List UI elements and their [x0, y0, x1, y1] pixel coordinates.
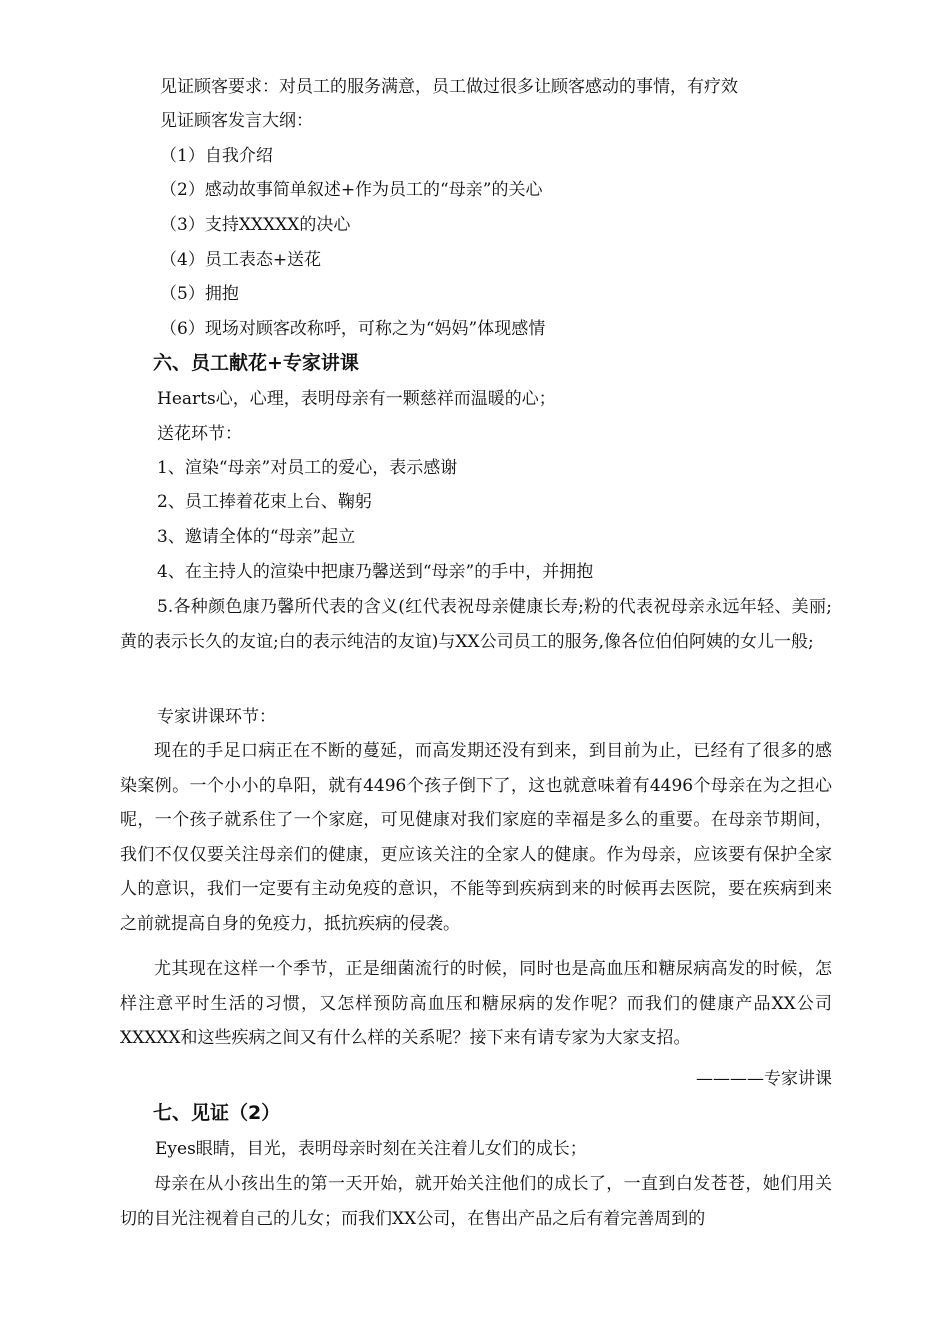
witness-requirement: 见证顾客要求：对员工的服务满意，员工做过很多让顾客感动的事情，有疗效 — [160, 77, 738, 97]
section-6-heading: 六、员工献花+专家讲课 — [153, 352, 359, 374]
expert-lecture-signoff: ————专家讲课 — [696, 1069, 832, 1089]
outline-item: （1）自我介绍 — [160, 146, 273, 166]
outline-item: （4）员工表态+送花 — [160, 250, 322, 270]
section-7-paragraph: 母亲在从小孩出生的第一天开始，就开始关注他们的成长了，一直到白发苍苍，她们用关切的目光注视着自己的儿女；而我们XX公司，在售出产品之后有着完善周到的 — [120, 1174, 832, 1229]
outline-item: （6）现场对顾客改称呼，可称之为“妈妈”体现感情 — [160, 319, 546, 339]
outline-item: （5）拥抱 — [160, 284, 239, 304]
outline-item: （3）支持XXXXX的决心 — [160, 215, 351, 235]
expert-paragraph-1: 现在的手足口病正在不断的蔓延，而高发期还没有到来，到目前为止，已经有了很多的感染案例。一个小小的阜阳，就有4496个孩子倒下了，这也就意味着有4496个母亲在为之担心呢，一个孩子就系住了一个家庭，可见健康对我们家庭的幸福是多么的重要。在母亲节期间，我们不仅仅要关注母亲们的健康，更应该关注的全家人的健康。作为母亲，应该要有保护全家人的意识，我们一定要有主动免疫的意识，不能等到疾病到来的时候再去医院，要在疾病到来之前就提高自身的免疫力，抵抗疾病的侵袭。 — [120, 741, 832, 934]
flower-step: 3、邀请全体的“母亲”起立 — [157, 527, 356, 547]
hearts-line: Hearts心，心理，表明母亲有一颗慈祥而温暖的心； — [157, 389, 556, 409]
flower-step: 1、渲染“母亲”对员工的爱心，表示感谢 — [157, 458, 458, 478]
section-7-heading: 七、见证（2） — [153, 1102, 281, 1124]
flower-step: 2、员工捧着花束上台、鞠躬 — [157, 492, 372, 512]
flower-section-title: 送花环节： — [157, 424, 242, 444]
expert-section-title: 专家讲课环节： — [157, 707, 276, 727]
flower-step-5: 5.各种颜色康乃馨所代表的含义(红代表祝母亲健康长寿;粉的代表祝母亲永远年轻、美丽;黄的表示长久的友谊;白的表示纯洁的友谊)与XX公司员工的服务,像各位伯伯阿姨的女儿一般; — [120, 597, 832, 652]
flower-step: 4、在主持人的渲染中把康乃馨送到“母亲”的手中，并拥抱 — [157, 562, 594, 582]
eyes-line: Eyes眼睛，目光，表明母亲时刻在关注着儿女们的成长； — [155, 1139, 587, 1159]
outline-item: （2）感动故事简单叙述+作为员工的“母亲”的关心 — [160, 180, 543, 200]
witness-outline-title: 见证顾客发言大纲： — [160, 111, 313, 131]
expert-paragraph-2: 尤其现在这样一个季节，正是细菌流行的时候，同时也是高血压和糖尿病高发的时候，怎样注意平时生活的习惯，又怎样预防高血压和糖尿病的发作呢？而我们的健康产品XX公司XXXXX和这些疾病之间又有什么样的关系呢？接下来有请专家为大家支招。 — [120, 959, 832, 1049]
